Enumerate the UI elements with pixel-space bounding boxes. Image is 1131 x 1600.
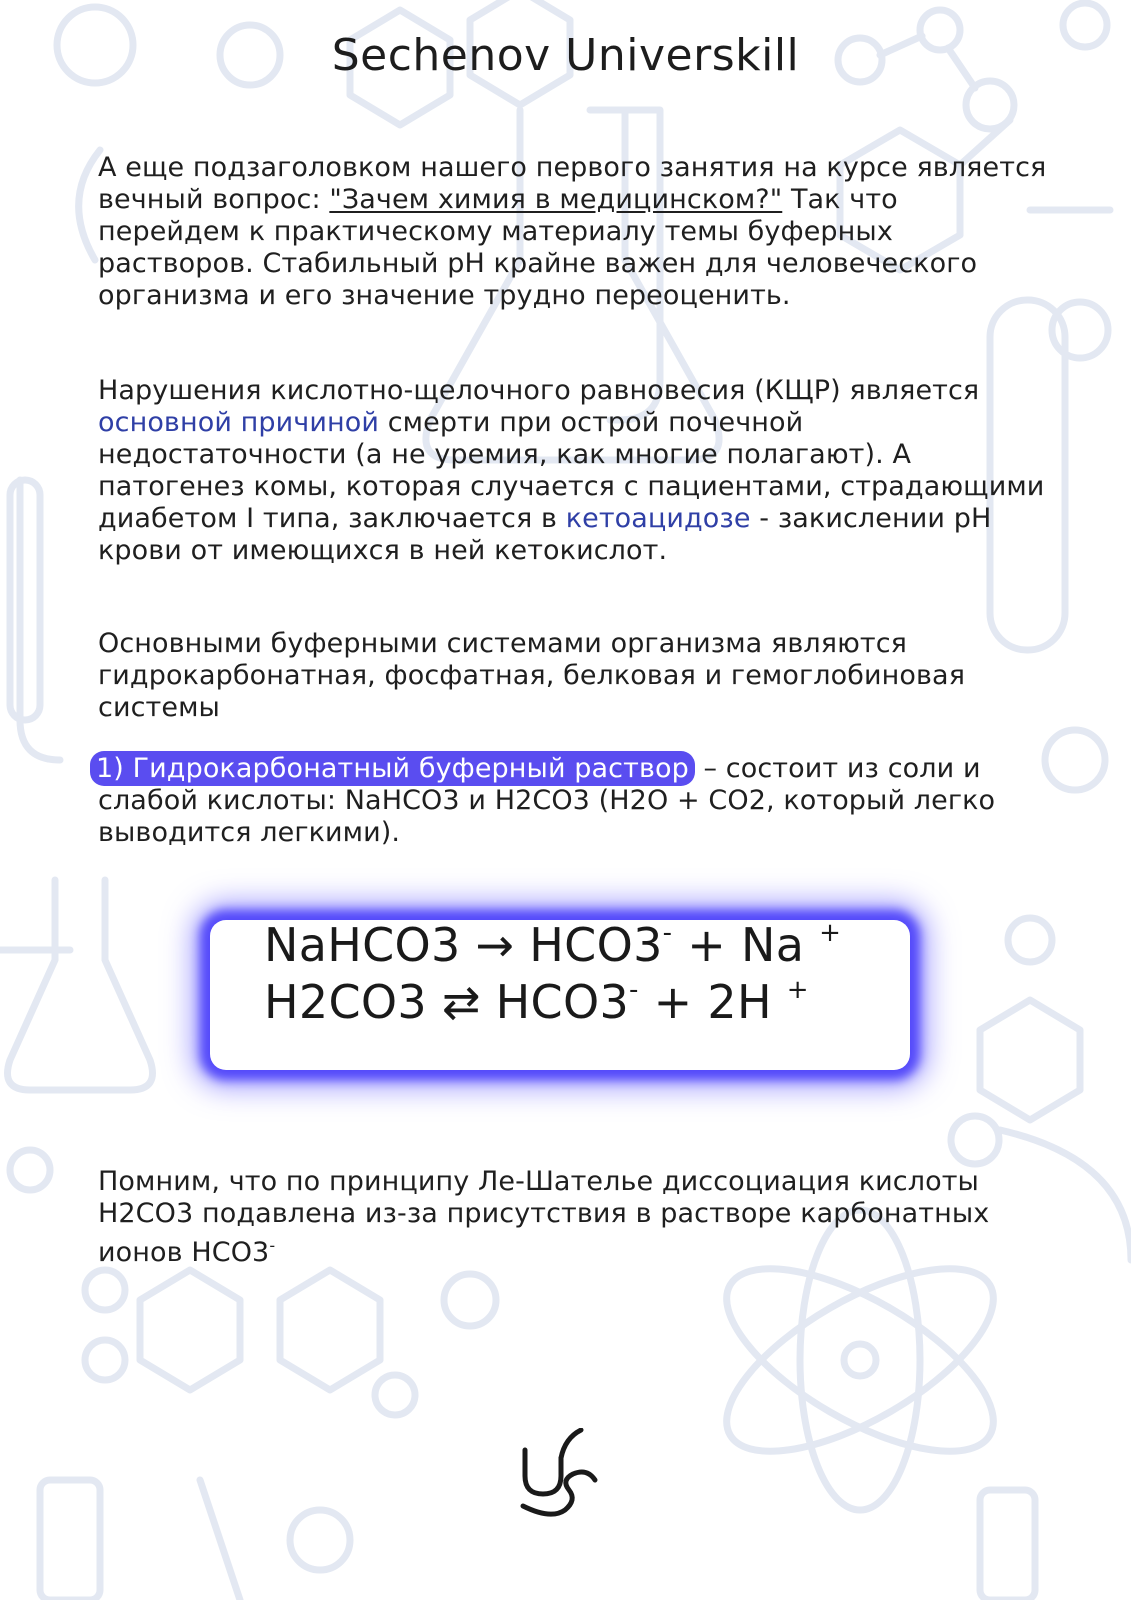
formula-1-charge-1: - xyxy=(662,917,673,948)
paragraph-intro xyxy=(98,152,1048,312)
acid-base-text-1: Нарушения кислотно-щелочного равновесия (КЩР) является xyxy=(98,375,980,406)
formula-2-charge-2: + xyxy=(786,974,809,1005)
acid-base-text-3: - закислении pH крови от имеющихся в ней кетокислот. xyxy=(98,503,992,566)
highlighted-heading: 1) Гидрокарбонатный буферный раствор xyxy=(90,751,695,786)
intro-text-start: А еще подзаголовком нашего первого занятия на курсе является вечный вопрос: xyxy=(98,152,1047,215)
link-ketoacidosis[interactable]: кетоацидозе xyxy=(565,503,751,534)
le-chatelier-text: Помним, что по принципу Ле-Шателье диссоциация кислоты H2CO3 подавлена из-за присутствия в растворе карбонатных ионов HCO3 xyxy=(98,1166,990,1268)
formula-1-charge-2: + xyxy=(819,917,842,948)
formula-1-mid: + Na xyxy=(672,918,820,972)
formula-2-mid: + 2H xyxy=(638,975,787,1029)
paragraph-le-chatelier xyxy=(98,1166,1048,1269)
acid-base-text-2: смерти при острой почечной недостаточности (а не уремия, как многие полагают). А патогенез комы, которая случается с пациентами, страдающими диабетом I типа, заключается в xyxy=(98,407,1045,534)
page-title: Sechenov Universkill xyxy=(331,30,800,81)
formula-line-1 xyxy=(264,918,841,972)
paragraph-acid-base xyxy=(98,375,1048,567)
bicarbonate-text: – состоит из соли и слабой кислоты: NaHCO3 и H2CO3 (H2O + CO2, который легко выводится легкими). xyxy=(98,753,996,848)
underlined-question: "Зачем химия в медицинском?" xyxy=(329,184,783,215)
paragraph-bicarbonate-buffer xyxy=(98,753,1048,849)
le-chatelier-charge: - xyxy=(269,1236,276,1255)
paragraph-buffer-systems: Основными буферными системами организма являются гидрокарбонатная, фосфатная, белковая и гемоглобиновая системы xyxy=(98,628,966,723)
formula-2-charge-1: - xyxy=(629,974,639,1005)
link-main-cause[interactable]: основной причиной xyxy=(98,407,380,438)
formula-2-left: H2CO3 ⇄ HCO3 xyxy=(264,975,630,1029)
intro-text-end: Так что перейдем к практическому материалу темы буферных растворов. Стабильный pH крайне важен для человеческого организма и его значение трудно переоценить. xyxy=(98,184,978,311)
formula-1-left: NaHCO3 → HCO3 xyxy=(264,918,663,972)
formula-line-2 xyxy=(264,975,809,1029)
us-logo-icon xyxy=(515,1428,605,1528)
